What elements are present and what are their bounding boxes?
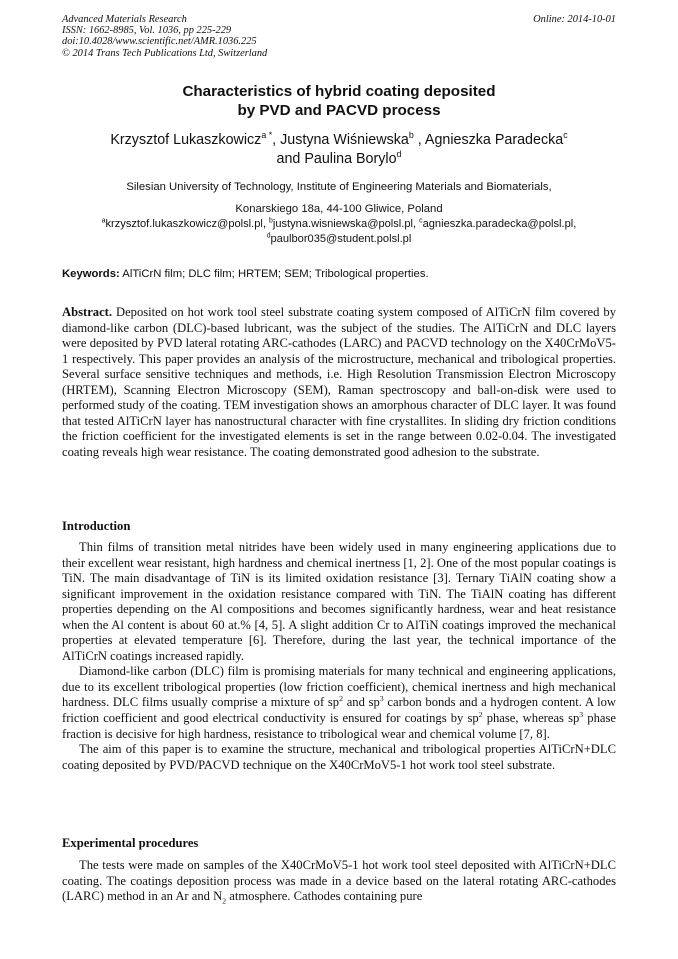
email-d: paulbor035@student.polsl.pl	[270, 232, 412, 245]
affiliation	[62, 177, 616, 220]
abstract-text: Deposited on hot work tool steel substrate coating system composed of AlTiCrN film covered by diamond-like carbon (DLC)-based lubricant, was the subject of the studies. The AlTiCrN and DLC layers were deposited by PVD lateral rotating ARC-cathodes (LARC) and PACVD technology on the X40CrMoV5-1 respectively. This paper provides an analysis of the microstructure, mechanical and tribological properties. Several surface sensitive techniques and methods, i.e. High Resolution Transmission Electron Microscopy (HRTEM), Scanning Electron Microscopy (SEM), Raman spectroscopy and ball-on-disk were used to performed study of the coating. TEM investigation shows an amorphous character of DLC layer. It was found that tested AlTiCrN layer has nanostructural character with fine crystallites. In sliding dry friction conditions the friction coefficient for the investigated elements is set in the range between 0.02-0.04. The investigated coating reveals high wear resistance. The coating demonstrated good adhesion to the substrate.	[62, 305, 616, 459]
intro-p2-sup-1: 2	[339, 694, 343, 704]
email-d-marker: d	[266, 231, 271, 239]
experimental-p1-part-b: atmosphere. Cathodes containing pure	[226, 889, 423, 904]
author-4: and Paulina Borylo	[276, 151, 397, 167]
email-b-marker: b	[269, 217, 273, 225]
email-line-2	[62, 232, 616, 247]
experimental-body	[62, 858, 616, 905]
experimental-p1-part-a: The tests were made on samples of the X40CrMoV5-1 hot work tool steel deposited with AlTiCrN+DLC coating. The coatings deposition process was made in a device based on the lateral rotating ARC-cathodes (LARC) method in an Ar and N	[62, 858, 616, 904]
intro-paragraph-1: Thin films of transition metal nitrides have been widely used in many engineering applications due to their excellent wear resistant, high hardness and chemical inertness [1, 2]. One of the most popular coatings is TiN. The main disadvantage of TiN is its limited oxidation resistance [3]. Ternary TiAlN coating show a significant improvement in the oxidation resistance compared with TiN. The TiAlN coating has different properties depending on the Al compositions and becomes significantly hardness, wear and heat resistance when the Al content is about 60 at.% [4, 5]. A slight addition Cr to AlTiN coatings improved the mechanical properties at elevated temperature [6]. Therefore, during the last year, the technical importance of the AlTiCrN coatings increased rapidly.	[62, 540, 616, 663]
intro-p2-part-a: Diamond-like carbon (DLC) film is promising materials for many technical and engineering applications, due to its excellent tribological properties (low friction coefficient), chemical inertness and high mechanical hardness. DLC films usually comprise a mixture of sp	[62, 664, 616, 710]
author-1-marker: a *	[261, 130, 273, 141]
journal-name: Advanced Materials Research	[62, 14, 187, 25]
abstract-label: Abstract.	[62, 305, 113, 319]
author-list	[62, 131, 616, 169]
author-emails	[62, 217, 616, 246]
intro-p2-part-d: phase, whereas sp	[482, 711, 580, 726]
intro-p2-part-c: carbon bonds and a hydrogen content. A low friction coefficient and good electrical conductivity is ensured for coatings by sp	[62, 695, 616, 726]
author-3-marker: c	[563, 130, 568, 141]
email-c-marker: c	[419, 217, 423, 225]
author-line-1	[62, 131, 616, 150]
email-c: agnieszka.paradecka@polsl.pl,	[422, 218, 577, 230]
experimental-heading: Experimental procedures	[62, 836, 199, 850]
email-b: justyna.wisniewska@polsl.pl,	[272, 218, 420, 230]
author-4-marker: d	[396, 149, 402, 160]
author-2: , Justyna Wiśniewska	[272, 132, 409, 148]
title-line-2: by PVD and PACVD process	[237, 102, 441, 119]
journal-header	[62, 14, 616, 59]
intro-p2-sup-4: 3	[579, 709, 584, 719]
experimental-paragraph-1	[62, 858, 616, 905]
abstract	[62, 305, 616, 460]
title-line-1: Characteristics of hybrid coating deposited	[182, 83, 496, 100]
introduction-heading: Introduction	[62, 519, 131, 533]
experimental-p1-sub: 2	[222, 896, 227, 906]
email-a: krzysztof.lukaszkowicz@polsl.pl,	[105, 218, 270, 230]
author-2-marker: b	[408, 130, 414, 141]
journal-doi: doi:10.4028/www.scientific.net/AMR.1036.225	[62, 36, 257, 48]
email-a-marker: a	[101, 217, 106, 225]
email-line-1	[62, 217, 616, 232]
intro-paragraph-2	[62, 664, 616, 742]
author-3: , Agnieszka Paradecka	[413, 132, 564, 148]
journal-issn: ISSN: 1662-8985, Vol. 1036, pp 225-229	[62, 25, 232, 37]
affiliation-line-1: Silesian University of Technology, Institute of Engineering Materials and Biomaterials,	[126, 181, 552, 193]
keywords-text: AlTiCrN film; DLC film; HRTEM; SEM; Tribological properties.	[119, 268, 429, 280]
intro-p2-part-b: and sp	[342, 695, 380, 710]
author-1: Krzysztof Lukaszkowicz	[110, 132, 262, 148]
intro-p2-sup-2: 3	[379, 694, 384, 704]
journal-copyright: © 2014 Trans Tech Publications Ltd, Switzerland	[62, 47, 268, 59]
online-date: Online: 2014-10-01	[533, 14, 616, 25]
keywords	[62, 267, 616, 282]
intro-p2-part-e: phase fraction is decisive for high hardness, resistance to tribological wear and chemical volume [7, 8].	[62, 711, 616, 741]
affiliation-line-2: Konarskiego 18a, 44-100 Gliwice, Poland	[235, 202, 443, 215]
introduction-body	[62, 540, 616, 773]
intro-paragraph-3: The aim of this paper is to examine the structure, mechanical and tribological properties AlTiCrN+DLC coating deposited by PVD/PACVD technique on the X40CrMoV5-1 hot work tool steel substrate.	[62, 742, 616, 772]
author-line-2	[62, 150, 616, 169]
keywords-label: Keywords:	[62, 268, 120, 280]
paper-title	[62, 82, 616, 120]
intro-p2-sup-3: 2	[478, 709, 483, 719]
